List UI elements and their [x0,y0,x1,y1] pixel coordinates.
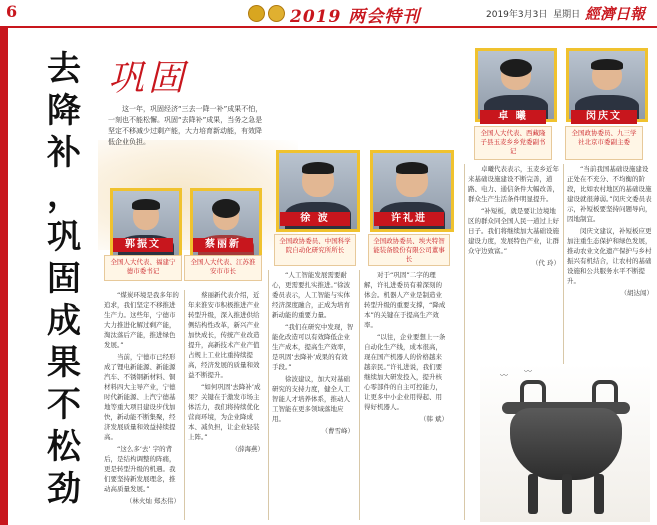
byline: （代 玲） [531,259,560,267]
person-name: 徐 波 [280,212,350,226]
person-caption: 全国政协委员、中国科学院自动化研究所所长 [274,234,356,266]
column-divider [184,290,185,520]
page-number: 6 [6,2,18,21]
person-caption: 全国政协委员、九三学社北京市委副主委 [565,126,643,160]
person-caption: 全国人大代表、西藏隆子县玉麦乡乡党委副书记 [474,126,552,160]
national-emblem-icon [248,5,265,22]
section-title: 2019 两会特刊 [290,7,421,27]
byline: （林火灿 郑杰伟） [125,497,180,505]
article-column: “煤炭环境是我多年的追求，我们坚定不移推进生产力。这些年，宁德市大力推进化解过剩产能，淘汰落后产能，推进绿色发展。” 当前，宁德市已经形成了锂电新能源、新能源汽车、不锈钢新材料、铜材料四大主导产业，宁德时代新能源、上汽宁德基地等重大项目建设步伐加快，新动能不断集聚，经济发展质量和效益持续提高。 “这么多‘去’ 字的背后，是结构调整的阵痛，更是转型升级的机遇。我们要坚持新发展理念，推动高质量发展。” （林火灿 郑杰伟） [104,291,180,505]
person-name: 卓 曦 [480,110,546,124]
article-intro: 这一年，巩固经济“三去一降一补”成果不怕，一刻也不能松懈。巩固“去降补”成果，当务之急是坚定不移减少过剩产能，大力培育新动能，有效降低企业负担。 [108,105,263,146]
issue-date: 2019年3月3日 星期日 [486,10,581,20]
byline: （曹雪峰） [321,427,354,435]
person-name: 许礼进 [374,212,444,226]
calligraphy-title: 巩固 [108,58,189,99]
article-column: “当前我国基础设施建设正处在不充分、不均衡的阶段，比如农村地区的基础设施建设就很薄弱。”闵庆文委员表示，补短板要坚持问题导向，因地制宜。 闵庆文建议，补短板应更加注重生态保护和绿色发展，推动农业文化遗产保护与乡村振兴有机结合，让农村的基础设施和公共服务水平不断提升。 （胡达闯） [567,165,653,297]
person-caption: 全国人大代表、江苏淮安市市长 [184,255,262,281]
byline: （胡达闯） [620,289,653,297]
bronze-ding-illustration [480,364,650,522]
left-accent-rail [0,28,8,525]
column-divider [563,164,564,364]
person-caption: 全国人大代表、福建宁德市委书记 [104,255,182,281]
byline: （韩 斌） [419,415,448,423]
column-divider [464,164,465,520]
bird-icon: 〰 [524,367,532,376]
person-name: 郭振文 [113,238,173,252]
bird-icon: 〰 [500,371,508,380]
article-column: “人工智能发展需要耐心，更需要扎实推进。”徐波委员表示，人工智能与实体经济深度融合，正成为培育新动能的重要力量。 “我们在研究中发现，智能化改造可以有效降低企业生产成本，提高生产效率，是巩固‘去降补’成果的有效手段。” 徐波建议，加大对基础研究的支持力度，健全人工智能人才培养体系，推动人工智能在更多领域落地应用。 （曹雪峰） [272,271,354,435]
headline: 去 降 补 ， 巩 固 成 果 不 松 劲 [47,49,81,509]
person-name: 闵庆文 [571,110,637,124]
byline: （薛海燕） [231,445,264,453]
column-divider [359,270,360,520]
article-column: 蔡丽新代表介绍，近年来淮安市积极推进产业转型升级，深入推进供给侧结构性改革，新兴产业加快成长，传统产业改造提升，高新技术产业产值占规上工业比重持续提高，经济发展的质量和效益不断提升。 “如何巩固‘去降补’成果？关键在于激发市场主体活力，我们将持续优化营商环境，为企业降成本、减负担，让企业轻装上阵。” （薛海燕） [188,291,264,453]
article-column: 卓曦代表表示，玉麦乡近年来基础设施建设不断完善，道路、电力、通信条件大幅改善，群众生产生活条件明显提升。 “补短板，就是要让边境地区的群众同全国人民一道过上好日子。我们将继续加大基础设施建设力度，发展特色产业，让群众守边致富。” （代 玲） [468,165,560,267]
column-divider [268,270,269,520]
page-header [0,0,657,28]
cppcc-emblem-icon [268,5,285,22]
person-name: 蔡丽新 [193,238,253,252]
person-caption: 全国政协委员、埃夫特智能装备股份有限公司董事长 [368,234,450,266]
masthead-logo: 經濟日報 [585,5,646,23]
issue-weekday: 星期日 [553,10,581,20]
article-column: 对于“巩固”二字的理解，许礼进委员有着深刻的体会。机器人产业是制造业转型升级的重要支撑，“降成本”的关键在于提高生产效率。 “以往，企业要想上一条自动化生产线，成本很高，现在国产机器人的价格越来越亲民。”许礼进说，我们要继续加大研发投入，提升核心零部件的自主可控能力，让更多中小企业用得起、用得好机器人。 （韩 斌） [364,271,448,423]
